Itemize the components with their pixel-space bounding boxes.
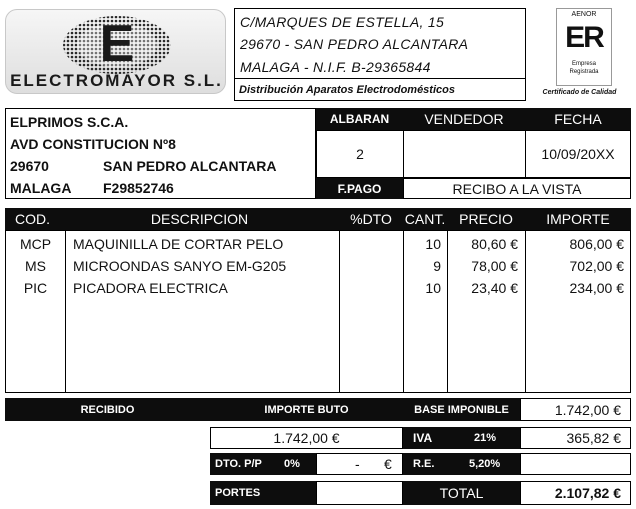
col-cant: CANT. — [404, 211, 446, 227]
albaran-header: ALBARAN — [316, 108, 403, 130]
fpago-value: RECIBO A LA VISTA — [403, 178, 631, 199]
portes-value — [316, 481, 403, 505]
cert-caption: Certificado de Calidad — [542, 88, 617, 96]
address-line-3: MALAGA - N.I.F. B-29365844 — [240, 58, 431, 75]
aenor-certification — [556, 8, 612, 86]
table-row-2-desc: MICROONDAS SANYO EM-G205 — [73, 258, 287, 274]
table-row-2-precio: 78,00 € — [471, 258, 518, 274]
fpago-label: F.PAGO — [316, 178, 403, 199]
re-label: R.E. — [413, 458, 435, 470]
fecha-value: 10/09/20XX — [525, 130, 631, 178]
company-address-box — [234, 8, 526, 101]
table-row-3-precio: 23,40 € — [471, 280, 518, 296]
customer-name: ELPRIMOS S.C.A. — [10, 113, 129, 130]
cert-line-2: Registrada — [569, 69, 599, 75]
re-rate: 5,20% — [469, 458, 501, 470]
customer-tax-id: F29852746 — [103, 179, 174, 196]
customer-city: SAN PEDRO ALCANTARA — [103, 157, 277, 174]
col-dto: %DTO — [350, 211, 392, 227]
table-row-1-desc: MAQUINILLA DE CORTAR PELO — [73, 236, 284, 252]
table-row-1-cod: MCP — [19, 236, 52, 252]
table-row-1-precio: 80,60 € — [471, 236, 518, 252]
company-tagline: Distribución Aparatos Electrodomésticos — [239, 84, 455, 96]
cert-mark-icon: ER — [565, 21, 603, 54]
logo-letter: E — [99, 15, 135, 73]
iva-label: IVA — [413, 431, 433, 445]
table-row-3-dto — [340, 277, 403, 299]
iva-value: 365,82 € — [520, 427, 631, 449]
customer-province: MALAGA — [10, 179, 72, 196]
fecha-header: FECHA — [525, 108, 631, 130]
items-table-body — [5, 230, 631, 393]
col-descripcion: DESCRIPCION — [150, 211, 249, 227]
company-name: ELECTROMAYOR S.L. — [10, 71, 223, 90]
col-importe: IMPORTE — [546, 211, 610, 227]
table-row-1-dto — [340, 233, 403, 255]
recibido-label: RECIBIDO — [5, 398, 210, 421]
col-cod: COD. — [15, 211, 50, 227]
dto-pp-value: - — [355, 456, 360, 472]
col-precio: PRECIO — [459, 211, 513, 227]
total-label: TOTAL — [403, 481, 520, 505]
customer-postal-code: 29670 — [10, 157, 49, 174]
company-logo — [5, 9, 226, 94]
table-row-3-cod: PIC — [23, 280, 48, 296]
vendedor-value — [403, 130, 526, 178]
table-row-3-importe: 234,00 € — [569, 280, 624, 296]
table-row-2-cant: 9 — [433, 258, 441, 274]
table-row-3-desc: PICADORA ELECTRICA — [73, 280, 228, 296]
cert-brand: AENOR — [571, 11, 597, 18]
vendedor-header: VENDEDOR — [403, 108, 525, 130]
items-table-header — [5, 208, 631, 230]
address-line-2: 29670 - SAN PEDRO ALCANTARA — [240, 35, 469, 52]
address-line-1: C/MARQUES DE ESTELLA, 15 — [240, 13, 445, 30]
iva-rate: 21% — [474, 432, 497, 444]
dto-pp-currency: € — [384, 456, 392, 472]
dto-pp-rate: 0% — [284, 458, 300, 470]
customer-street: AVD CONSTITUCION Nº8 — [10, 135, 176, 152]
total-value: 2.107,82 € — [520, 481, 631, 505]
albaran-value: 2 — [316, 130, 404, 178]
table-row-1-cant: 10 — [425, 236, 441, 252]
customer-box — [5, 108, 316, 199]
cert-line-1: Empresa — [571, 61, 596, 67]
table-row-2-cod: MS — [25, 258, 46, 274]
importe-bruto-label: IMPORTE BUTO — [210, 398, 403, 421]
dto-pp-label: DTO. P/P — [215, 458, 262, 470]
base-imponible-label: BASE IMPONIBLE — [403, 398, 520, 421]
re-value — [520, 453, 631, 475]
importe-bruto-value: 1.742,00 € — [210, 427, 403, 449]
portes-label: PORTES — [215, 487, 261, 499]
table-row-3-cant: 10 — [425, 280, 441, 296]
table-row-2-dto — [340, 255, 403, 277]
table-row-2-importe: 702,00 € — [569, 258, 624, 274]
recibido-area — [5, 421, 210, 505]
base-imponible-value: 1.742,00 € — [520, 398, 631, 421]
table-row-1-importe: 806,00 € — [569, 236, 624, 252]
